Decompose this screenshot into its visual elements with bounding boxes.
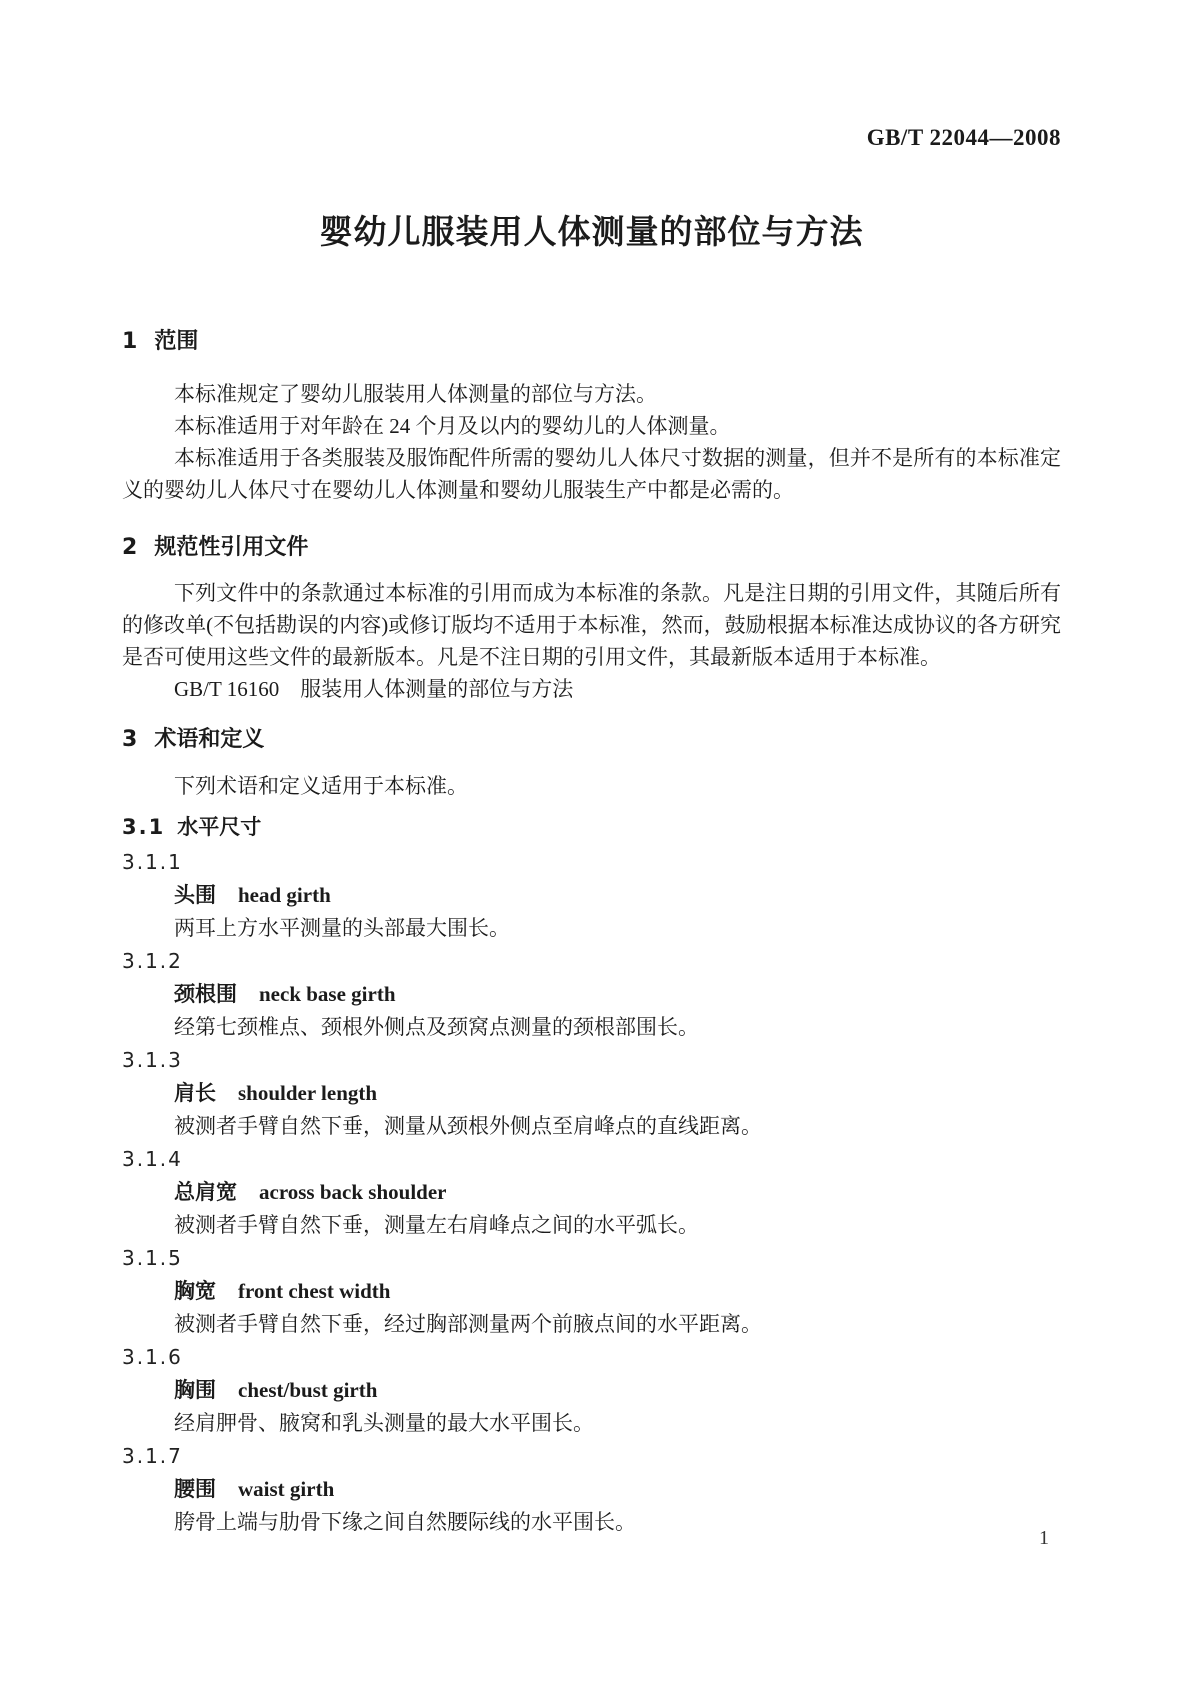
- subsection-3-1-heading: [122, 811, 1061, 844]
- section-2-body: [122, 577, 1061, 705]
- section-3-title: 术语和定义: [154, 726, 265, 751]
- section-1-heading: [122, 329, 1061, 354]
- term-title: [122, 1176, 1061, 1209]
- term-chinese: 肩长: [174, 1082, 216, 1105]
- term-chinese: 颈根围: [174, 983, 237, 1006]
- section-2-heading: [122, 535, 1061, 560]
- section-3-number: 3: [122, 727, 139, 752]
- normative-references-paragraph: 下列文件中的条款通过本标准的引用而成为本标准的条款。凡是注日期的引用文件，其随后所有的修改单(不包括勘误的内容)或修订版均不适用于本标准，然而，鼓励根据本标准达成协议的各方研究是否可使用这些文件的最新版本。凡是不注日期的引用文件，其最新版本适用于本标准。: [122, 581, 1061, 669]
- section-3-heading: [122, 727, 1061, 752]
- term-english: waist girth: [238, 1477, 335, 1501]
- subsection-3-1-number: 3.1: [122, 815, 166, 839]
- term-chinese: 胸宽: [174, 1280, 216, 1303]
- term-english: across back shoulder: [259, 1180, 447, 1204]
- term-definition: 胯骨上端与肋骨下缘之间自然腰际线的水平围长。: [174, 1510, 636, 1534]
- term-english: neck base girth: [259, 982, 396, 1006]
- clause-number: 3.1.6: [122, 1345, 183, 1369]
- term-english: chest/bust girth: [238, 1378, 378, 1402]
- term-title: [122, 1077, 1061, 1110]
- term-title: [122, 1374, 1061, 1407]
- term-title: [122, 1275, 1061, 1308]
- subsection-3-1-title: 水平尺寸: [177, 816, 262, 839]
- section-2-title: 规范性引用文件: [154, 534, 309, 559]
- term-chinese: 头围: [174, 884, 216, 907]
- document-content: [122, 0, 1061, 1539]
- term-chinese: 腰围: [174, 1478, 216, 1501]
- term-block-head-girth: [122, 846, 1061, 945]
- clause-number: 3.1.2: [122, 949, 183, 973]
- scope-paragraph-1: 本标准规定了婴幼儿服装用人体测量的部位与方法。: [174, 382, 657, 406]
- term-chinese: 总肩宽: [174, 1181, 237, 1204]
- term-block-front-chest-width: [122, 1242, 1061, 1341]
- clause-number: 3.1.7: [122, 1444, 183, 1468]
- clause-number: 3.1.5: [122, 1246, 183, 1270]
- terms-list: [122, 846, 1061, 1539]
- term-chinese: 胸围: [174, 1379, 216, 1402]
- term-title: [122, 978, 1061, 1011]
- term-definition: 被测者手臂自然下垂，经过胸部测量两个前腋点间的水平距离。: [174, 1312, 762, 1336]
- term-definition: 被测者手臂自然下垂，测量从颈根外侧点至肩峰点的直线距离。: [174, 1114, 762, 1138]
- page-number: 1: [1039, 1527, 1049, 1549]
- standard-code: GB/T 22044—2008: [866, 125, 1061, 150]
- scope-paragraph-2: 本标准适用于对年龄在 24 个月及以内的婴幼儿的人体测量。: [174, 414, 731, 438]
- clause-number: 3.1.1: [122, 850, 183, 874]
- document-title: 婴幼儿服装用人体测量的部位与方法: [319, 213, 864, 250]
- term-block-neck-base-girth: [122, 945, 1061, 1044]
- clause-number: 3.1.4: [122, 1147, 183, 1171]
- clause-number: 3.1.3: [122, 1048, 183, 1072]
- normative-reference-item: GB/T 16160 服装用人体测量的部位与方法: [174, 677, 574, 701]
- term-definition: 经第七颈椎点、颈根外侧点及颈窝点测量的颈根部围长。: [174, 1015, 699, 1039]
- term-block-shoulder-length: [122, 1044, 1061, 1143]
- term-block-waist-girth: [122, 1440, 1061, 1539]
- section-1-body: [122, 378, 1061, 506]
- term-definition: 两耳上方水平测量的头部最大围长。: [174, 916, 510, 940]
- term-definition: 被测者手臂自然下垂，测量左右肩峰点之间的水平弧长。: [174, 1213, 699, 1237]
- term-english: shoulder length: [238, 1081, 378, 1105]
- term-english: head girth: [238, 883, 331, 907]
- section-1-number: 1: [122, 329, 139, 354]
- term-title: [122, 879, 1061, 912]
- term-block-across-back-shoulder: [122, 1143, 1061, 1242]
- section-2-number: 2: [122, 535, 139, 560]
- section-1-title: 范围: [154, 328, 199, 353]
- terms-intro: 下列术语和定义适用于本标准。: [174, 774, 468, 798]
- term-definition: 经肩胛骨、腋窝和乳头测量的最大水平围长。: [174, 1411, 594, 1435]
- term-block-chest-bust-girth: [122, 1341, 1061, 1440]
- scope-paragraph-3: 本标准适用于各类服装及服饰配件所需的婴幼儿人体尺寸数据的测量，但并不是所有的本标准定义的婴幼儿人体尺寸在婴幼儿人体测量和婴幼儿服装生产中都是必需的。: [122, 446, 1061, 502]
- term-english: front chest width: [238, 1279, 391, 1303]
- term-title: [122, 1473, 1061, 1506]
